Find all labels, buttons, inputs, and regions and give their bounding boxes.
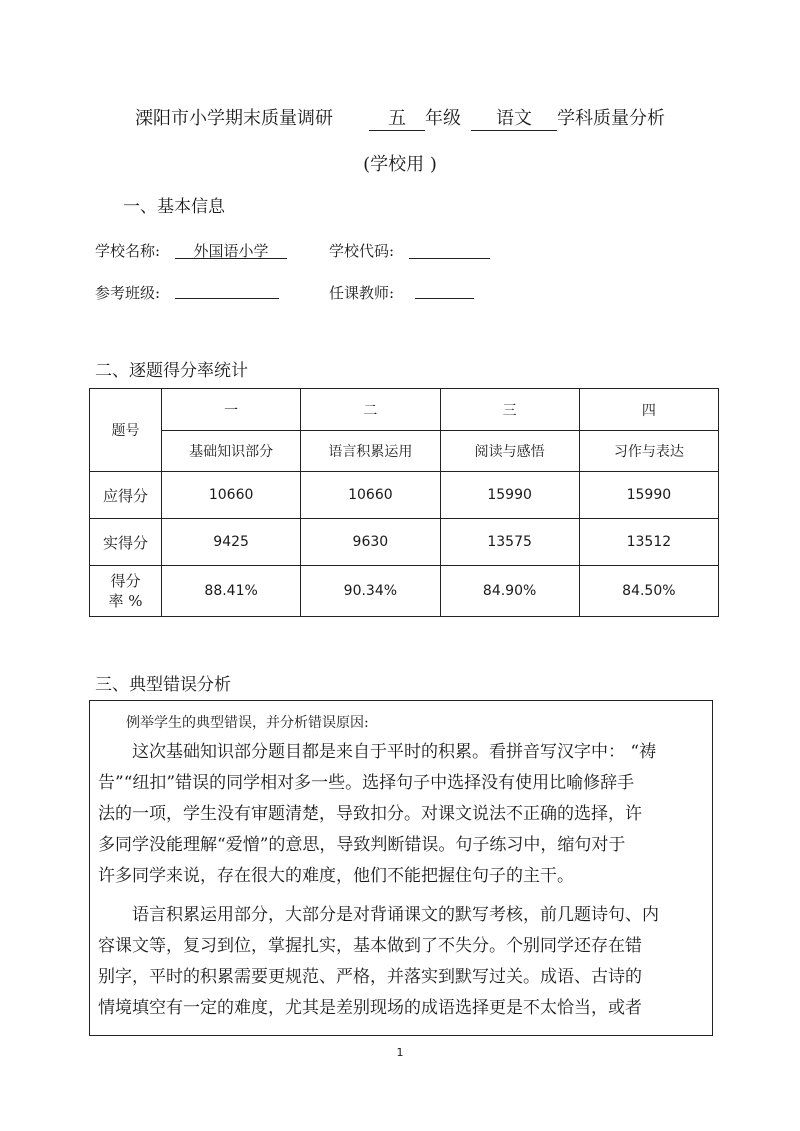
page-number: 1 (396, 1046, 404, 1059)
section-error-analysis-heading: 三、典型错误分析 (95, 675, 231, 695)
section-basic-info-heading: 一、基本信息 (123, 197, 225, 217)
school-name-value: 外国语小学 (193, 242, 269, 260)
table-cell: 88.41% (162, 566, 301, 617)
column-name: 阅读与感悟 (440, 431, 579, 472)
table-cell: 9630 (301, 519, 440, 566)
row-label: 应得分 (90, 472, 162, 519)
table-row (90, 519, 719, 566)
title-prefix: 溧阳市小学期末质量调研 (135, 108, 333, 129)
score-rate-table (89, 388, 719, 617)
analysis-paragraph-1 (98, 737, 656, 892)
error-analysis-box (89, 700, 713, 1036)
paragraph-line: 告”“纽扣”错误的同学相对多一些。选择句子中选择没有使用比喻修辞手 (98, 773, 635, 793)
paragraph-line: 这次基础知识部分题目都是来自于平时的积累。看拼音写汉字中： “祷 (132, 742, 657, 762)
paragraph-line: 许多同学来说，存在很大的难度，他们不能把握住句子的主干。 (98, 866, 574, 886)
column-number: 二 (301, 389, 440, 431)
column-name: 习作与表达 (579, 431, 718, 472)
corner-cell: 题号 (90, 389, 162, 472)
class-label: 参考班级: (95, 284, 161, 302)
table-header-row (90, 389, 719, 431)
table-cell: 13575 (440, 519, 579, 566)
table-cell: 84.50% (579, 566, 718, 617)
school-name-label: 学校名称: (95, 242, 161, 260)
analysis-paragraph-2 (98, 900, 659, 1024)
paragraph-line: 语言积累运用部分，大部分是对背诵课文的默写考核，前几题诗句、内 (132, 905, 659, 925)
row-label-line: 率 % (108, 592, 143, 610)
table-cell: 15990 (440, 472, 579, 519)
grade-field: 五 (369, 104, 425, 131)
table-row (90, 566, 719, 617)
paragraph-line: 容课文等，复习到位，掌握扎实，基本做到了不失分。个别同学还存在错 (98, 936, 642, 956)
table-cell: 15990 (579, 472, 718, 519)
subject-field: 语文 (471, 104, 557, 131)
section-score-stats-heading: 二、逐题得分率统计 (95, 361, 248, 381)
column-number: 四 (579, 389, 718, 431)
document-subtitle: (学校用 ) (363, 154, 437, 175)
table-cell: 10660 (301, 472, 440, 519)
class-line (175, 298, 279, 299)
teacher-line (415, 298, 474, 299)
table-cell: 13512 (579, 519, 718, 566)
column-name: 语言积累运用 (301, 431, 440, 472)
grade-suffix: 年级 (425, 108, 461, 129)
table-cell: 84.90% (440, 566, 579, 617)
table-cell: 9425 (162, 519, 301, 566)
table-cell: 10660 (162, 472, 301, 519)
title-suffix: 学科质量分析 (557, 108, 665, 129)
column-number: 三 (440, 389, 579, 431)
table-header-row (90, 431, 719, 472)
paragraph-line: 情境填空有一定的难度，尤其是差别现场的成语选择更是不太恰当，或者 (98, 998, 642, 1018)
teacher-label: 任课教师: (329, 284, 395, 302)
school-code-line (409, 258, 490, 259)
row-label (90, 566, 162, 617)
row-label-line: 得分 (110, 572, 141, 590)
school-code-label: 学校代码: (329, 242, 395, 260)
table-row (90, 472, 719, 519)
column-name: 基础知识部分 (162, 431, 301, 472)
row-label: 实得分 (90, 519, 162, 566)
column-number: 一 (162, 389, 301, 431)
paragraph-line: 法的一项，学生没有审题清楚，导致扣分。对课文说法不正确的选择，许 (98, 804, 642, 824)
table-cell: 90.34% (301, 566, 440, 617)
paragraph-line: 多同学没能理解“爱憎”的意思，导致判断错误。句子练习中，缩句对于 (98, 835, 626, 855)
document-title (0, 104, 800, 131)
paragraph-line: 别字，平时的积累需要更规范、严格，并落实到默写过关。成语、古诗的 (98, 967, 642, 987)
analysis-intro: 例举学生的典型错误，并分析错误原因: (126, 715, 369, 731)
